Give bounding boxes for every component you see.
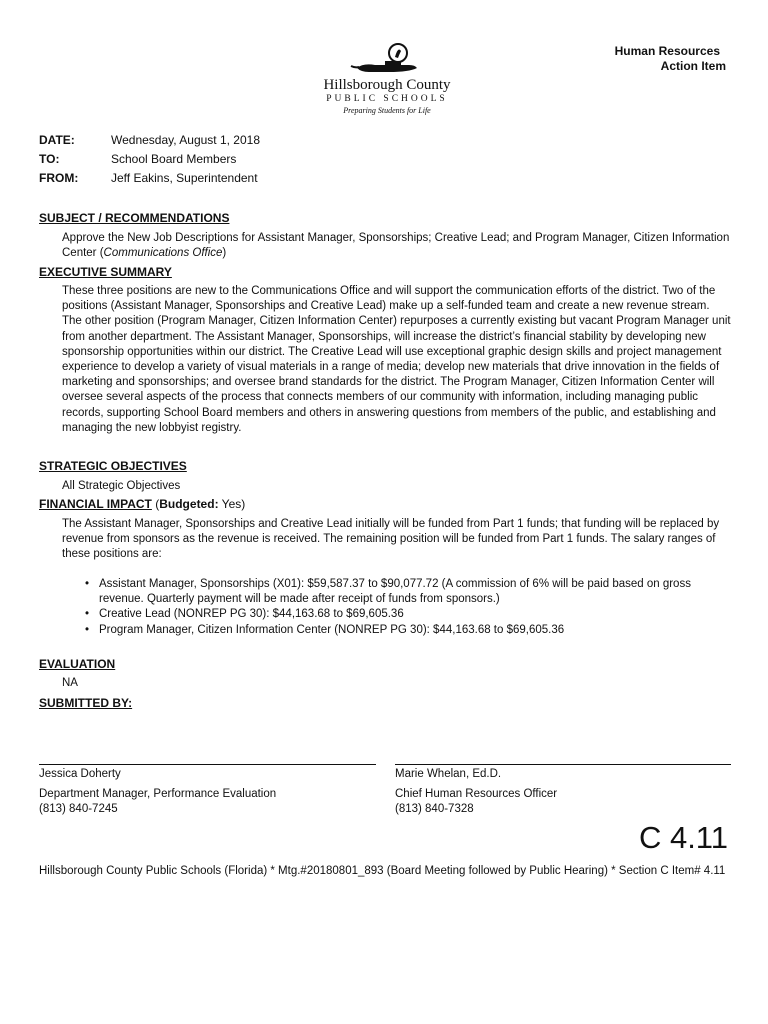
logo-subtitle: PUBLIC SCHOOLS [326,94,448,104]
salary-list [82,577,732,638]
department-name: Human Resources [614,44,720,58]
list-item: • Assistant Manager, Sponsorships (X01): $59,587.37 to $90,077.72 (A commission of 6% will be paid based on gross revenue. Quarterly payment will be made after receipt of funds from sponsors.) [82,577,732,607]
strategic-objectives-heading: STRATEGIC OBJECTIVES [39,459,187,473]
budgeted-value: Yes) [218,497,246,511]
footer-text: Hillsborough County Public Schools (Florida) * Mtg.#20180801_893 (Board Meeting followed by Public Hearing) * Section C Item# 4.11 [39,865,726,877]
subject-text-end: ) [222,247,227,260]
signatory-title: Department Manager, Performance Evaluation [39,788,277,800]
subject-heading: SUBJECT / RECOMMENDATIONS [39,211,230,225]
district-logo [312,42,462,116]
department-header [615,44,726,74]
evaluation-heading: EVALUATION [39,657,116,671]
lamp-of-learning-icon [349,42,425,76]
signatory-name: Marie Whelan, Ed.D. [395,768,502,780]
logo-tagline: Preparing Students for Life [343,106,431,115]
subject-text [62,231,732,261]
budgeted-label: Budgeted: [159,497,219,511]
financial-impact-heading [39,497,245,511]
signatory-name: Jessica Doherty [39,768,121,780]
logo-name: Hillsborough County [323,77,451,93]
subject-text-italic: Communications Office [103,247,223,260]
executive-summary-text: These three positions are new to the Communications Office and will support the communication efforts of the district. Two of the positions (Assistant Manager, Sponsorships and Creative Lead) make up a self-funded team and create a new revenue stream. The other position (Program Manager, Citizen Information Center) repurposes a currently existing but vacant Program Manager unit from another department. The Assistant Manager, Sponsorships, will increase the district’s financial stability by developing new sponsorship opportunities within our district. The Creative Lead will use exceptional graphic design skills and project management experience to develop a variety of visual materials in a range of media; develop new materials that drive innovation in the fields of marketing and sponsorships; and oversee brand standards for the district. The Program Manager, Citizen Information Center will oversee several aspects of the process that connects members of our community with information, including managing public records, supporting School Board members and others in answering questions from members of the public, and establishing and managing the new lobbyist registry. [62,285,731,434]
signature-line-right [395,764,731,765]
signatory-phone: (813) 840-7245 [39,803,118,815]
to-label: TO: [39,152,60,166]
memo-meta [39,131,260,188]
submitted-by-heading: SUBMITTED BY: [39,696,133,710]
budget-open: ( [151,497,160,511]
signatory-phone: (813) 840-7328 [395,803,474,815]
financial-impact-text: The Assistant Manager, Sponsorships and Creative Lead initially will be funded from Part 1 funds; that funding will be replaced by revenue from sponsors as the revenue is received. The remaining position will be funded from Part 1 funds. The salary ranges of these positions are: [62,518,720,561]
date-label: DATE: [39,133,75,147]
to-row [39,150,260,169]
document-type: Action Item [660,59,726,73]
strategic-objectives-text: All Strategic Objectives [62,480,181,492]
agenda-item-code: C 4.11 [638,820,728,855]
from-value: Jeff Eakins, Superintendent [111,171,258,185]
signature-line-left [39,764,376,765]
to-value: School Board Members [111,152,237,166]
signatory-right [395,767,557,817]
from-label: FROM: [39,171,79,185]
executive-summary-heading: EXECUTIVE SUMMARY [39,265,172,279]
financial-impact-title: FINANCIAL IMPACT [39,497,152,511]
list-item: • Program Manager, Citizen Information Center (NONREP PG 30): $44,163.68 to $69,605.36 [82,623,732,638]
evaluation-text: NA [62,677,78,689]
signatory-left [39,767,276,817]
subject-text-main: Approve the New Job Descriptions for Assistant Manager, Sponsorships; Creative Lead; and Program Manager, Citizen Information Center ( [62,232,730,260]
from-row [39,169,260,188]
date-row [39,131,260,150]
date-value: Wednesday, August 1, 2018 [111,133,260,147]
signatory-title: Chief Human Resources Officer [395,788,558,800]
list-item: • Creative Lead (NONREP PG 30): $44,163.68 to $69,605.36 [82,607,732,622]
